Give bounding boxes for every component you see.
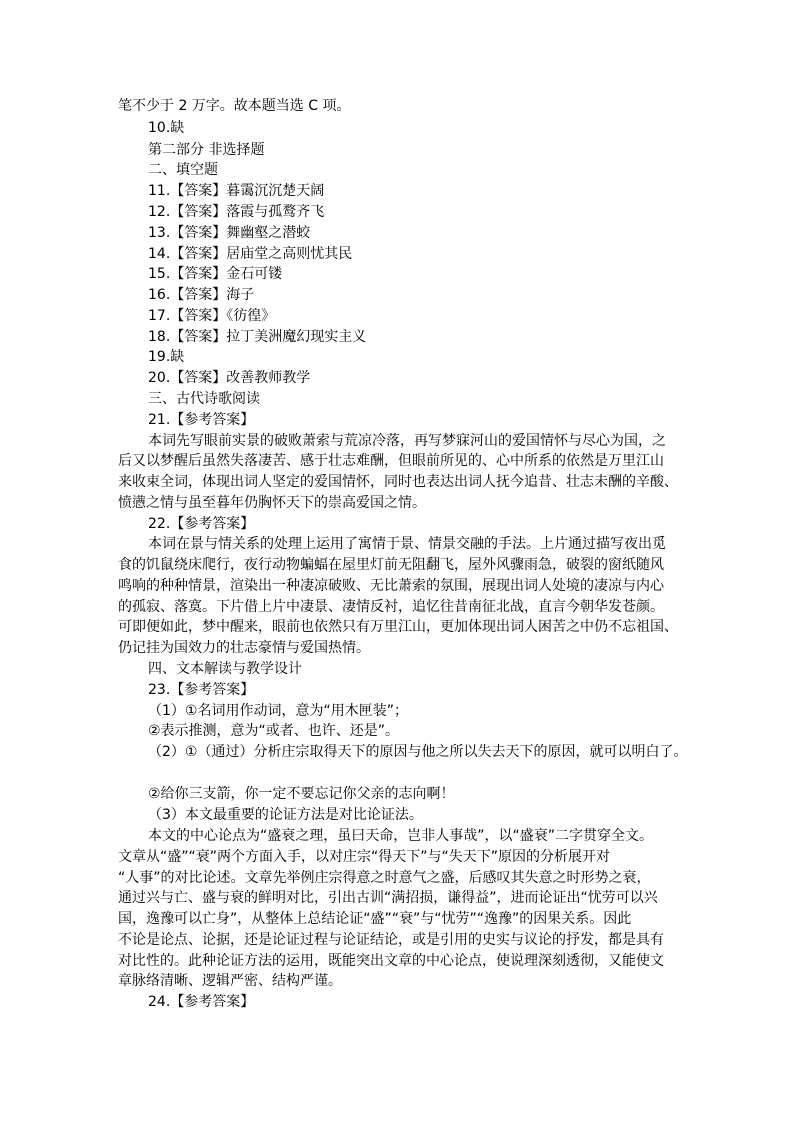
text-line: 不论是论点、论据，还是论证过程与论证结论，或是引用的史实与议论的抒发，都是具有 xyxy=(118,932,664,948)
text-line: 食的饥鼠绕床爬行，夜行动物蝙蝠在屋里灯前无阻翻飞，屋外风骤雨急，破裂的窗纸随风 xyxy=(118,557,664,573)
text-line: 国，逸豫可以亡身”，从整体上总结论证“盛”“衰”与“忧劳”“逸豫”的因果关系。因此 xyxy=(118,911,632,927)
text-line: 可即便如此，梦中醒来，眼前也依然只有万里江山，更加体现出词人困苦之中仍不忘祖国、 xyxy=(118,619,678,635)
text-line: （3）本文最重要的论证方法是对比论证法。 xyxy=(148,807,423,823)
answer-22-heading: 22.【参考答案】 xyxy=(148,516,255,532)
text-line: 后又以梦醒后虽然失落凄苦、感于壮志难酬，但眼前所见的、心中所系的依然是万里江山 xyxy=(118,453,664,469)
text-line: 仍记挂为国效力的壮志豪情与爱国热情。 xyxy=(118,640,370,656)
text-line: 文章从“盛”“衰”两个方面入手，以对庄宗“得天下”与“失天下”原因的分析展开对 xyxy=(118,849,611,865)
answer-14: 14.【答案】居庙堂之高则忧其民 xyxy=(148,246,353,262)
answer-16: 16.【答案】海子 xyxy=(148,287,255,303)
text-line: （1）①名词用作动词，意为“用木匣装”； xyxy=(148,703,408,719)
answer-15: 15.【答案】金石可镂 xyxy=(148,266,283,282)
answer-13: 13.【答案】舞幽壑之潜蛟 xyxy=(148,225,311,241)
section-fill-blank: 二、填空题 xyxy=(148,162,218,178)
answer-18: 18.【答案】拉丁美洲魔幻现实主义 xyxy=(148,329,367,345)
question-10: 10.缺 xyxy=(148,120,185,136)
answer-21-heading: 21.【参考答案】 xyxy=(148,412,255,428)
text-line: 笔不少于 2 万字。故本题当选 C 项。 xyxy=(118,98,351,114)
answer-12: 12.【答案】落霞与孤鹜齐飞 xyxy=(148,204,325,220)
answer-23-heading: 23.【参考答案】 xyxy=(148,682,255,698)
text-line: 的孤寂、落寞。下片借上片中凄景、凄情反衬，追忆往昔南征北战，直言今朝华发苍颜。 xyxy=(118,599,664,615)
answer-20: 20.【答案】改善教师教学 xyxy=(148,370,311,386)
text-line: 章脉络清晰、逻辑严密、结构严谨。 xyxy=(118,973,342,989)
section-text-reading: 四、文本解读与教学设计 xyxy=(148,661,302,677)
text-line: 来收束全词，体现出词人坚定的爱国情怀，同时也表达出词人抚今追昔、壮志未酬的辛酸、 xyxy=(118,474,678,490)
answer-11: 11.【答案】暮霭沉沉楚天阔 xyxy=(148,183,325,199)
text-line: 本文的中心论点为“盛衰之理，虽曰天命，岂非人事哉”，以“盛衰”二字贯穿全文。 xyxy=(148,828,654,844)
text-line: ②给你三支箭，你一定不要忘记你父亲的志向啊！ xyxy=(148,786,455,802)
answer-24-heading: 24.【参考答案】 xyxy=(148,994,255,1010)
answer-17: 17.【答案】《彷徨》 xyxy=(148,308,276,324)
text-line: 愤懑之情与虽至暮年仍胸怀天下的崇高爱国之情。 xyxy=(118,495,426,511)
text-line: 鸣响的种种情景，渲染出一种凄凉破败、无比萧索的氛围，展现出词人处境的凄凉与内心 xyxy=(118,578,664,594)
text-line: 对比性的。此种论证方法的运用，既能突出文章的中心论点，使说理深刻透彻，又能使文 xyxy=(118,953,664,969)
text-line: 通过兴与亡、盛与衰的鲜明对比，引出古训“满招损，谦得益”，进而论证出“忧劳可以兴 xyxy=(118,890,658,906)
text-line: “人事”的对比论述。文章先举例庄宗得意之时意气之盛，后感叹其失意之时形势之衰， xyxy=(118,870,651,886)
question-19: 19.缺 xyxy=(148,349,185,365)
text-line: 本词在景与情关系的处理上运用了寓情于景、情景交融的手法。上片通过描写夜出觅 xyxy=(148,536,666,552)
section-part-two: 第二部分 非选择题 xyxy=(148,142,265,158)
section-poetry: 三、古代诗歌阅读 xyxy=(148,391,260,407)
text-line: 本词先写眼前实景的破败萧索与荒凉冷落，再写梦寐河山的爱国情怀与尽心为国，之 xyxy=(148,433,666,449)
text-line: （2）①（通过）分析庄宗取得天下的原因与他之所以失去天下的原因，就可以明白了。 xyxy=(148,744,688,760)
text-line: ②表示推测，意为“或者、也许、还是”。 xyxy=(148,723,400,739)
